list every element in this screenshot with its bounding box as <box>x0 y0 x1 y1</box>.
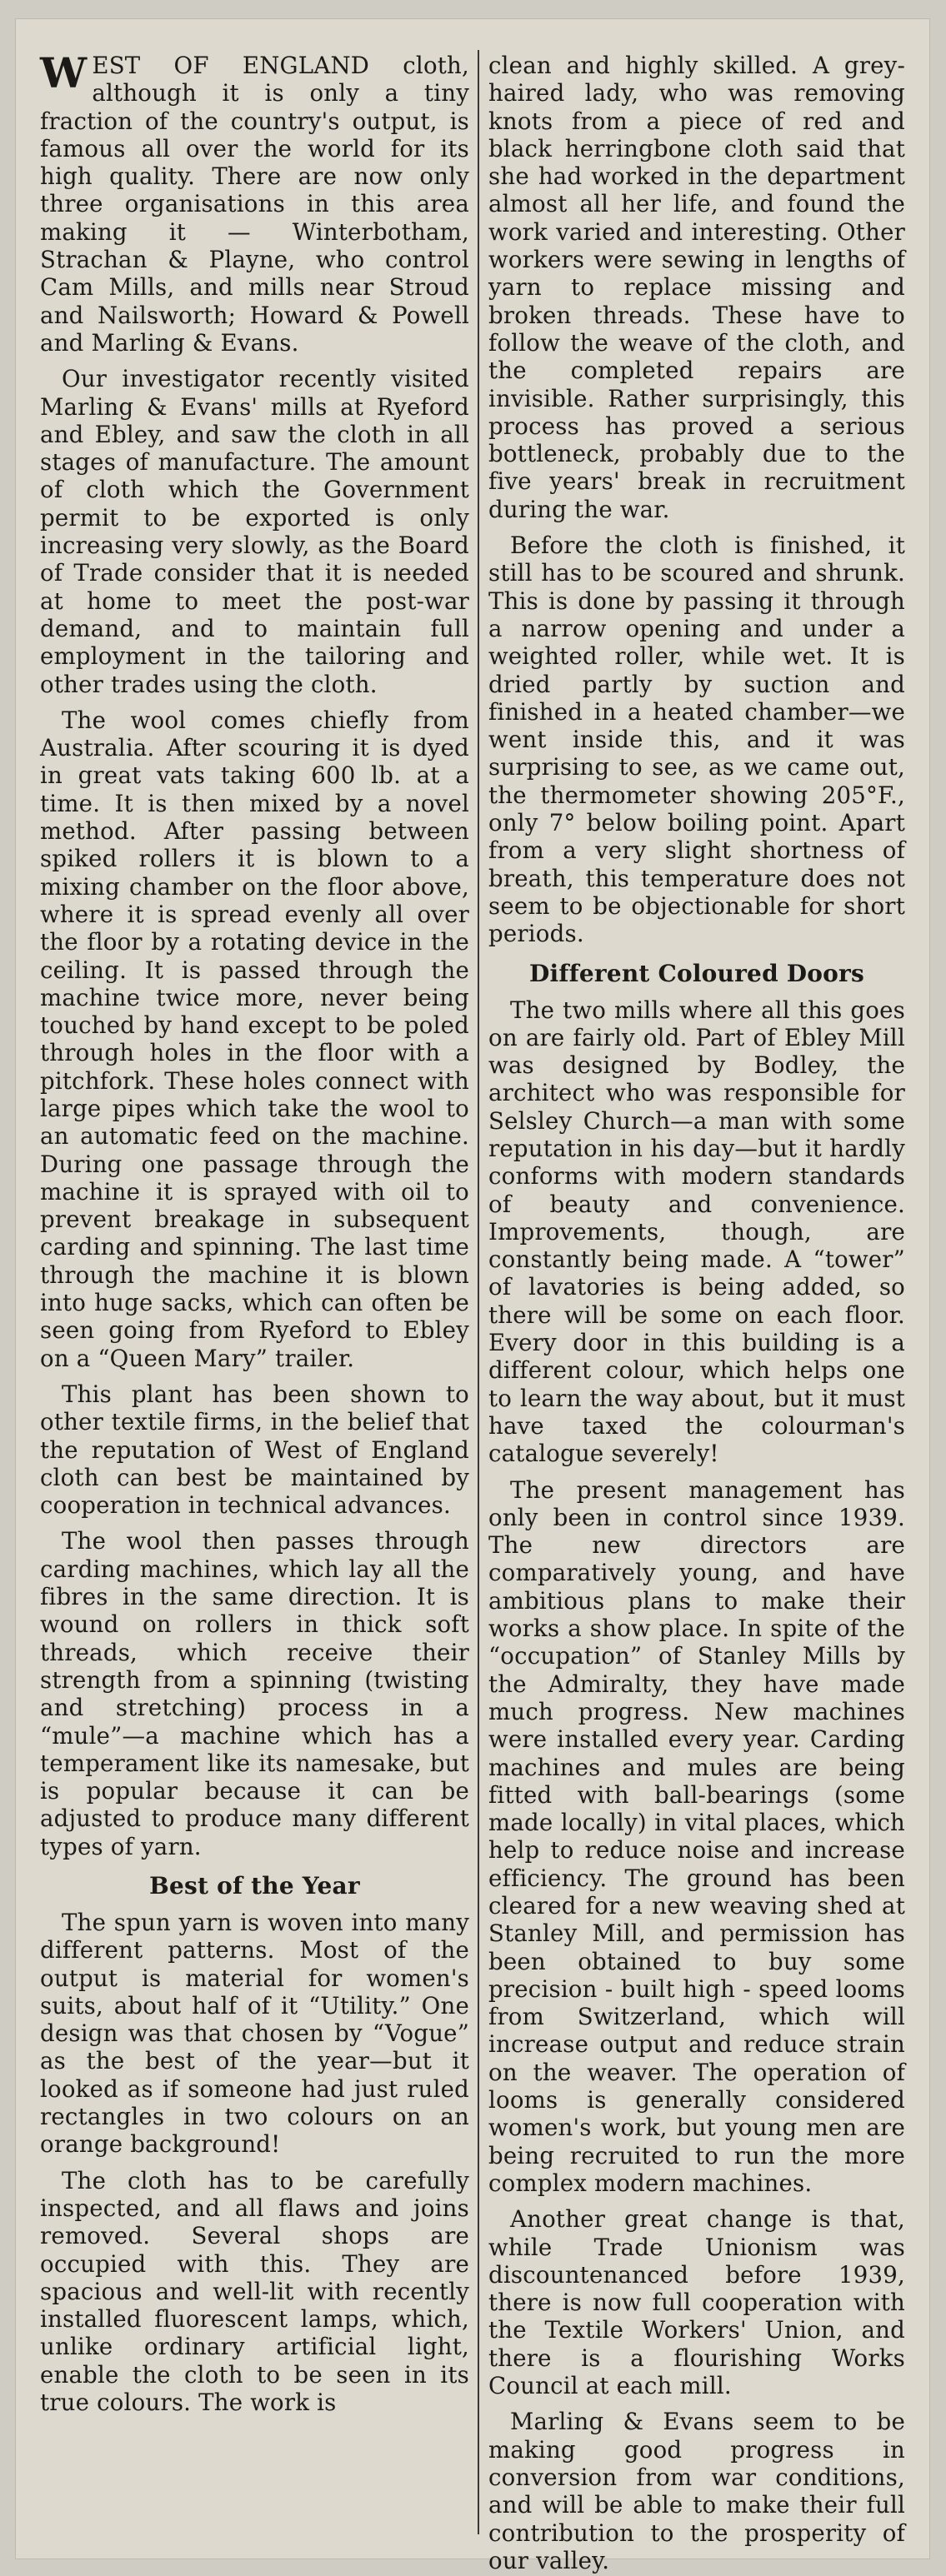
paragraph: The cloth has to be carefully inspected, and all flaws and joins removed. Several shops are occupied with this. They are spacious and well-lit with recently installed fluorescent lamps, which, unlike ordinary artificial light, enable the cloth to be seen in its true colours. The work is <box>40 2166 469 2417</box>
drop-cap: W <box>40 48 88 97</box>
paragraph: The spun yarn is woven into many different patterns. Most of the output is material for women's suits, about half of it “Utility.” One design was that chosen by “Vogue” as the best of the year—but it looked as if someone had just ruled rectangles in two colours on an orange background! <box>40 1909 469 2159</box>
paragraph: Before the cloth is finished, it still has to be scoured and shrunk. This is done by passing it through a narrow opening and under a weighted roller, while wet. It is dried partly by suction and finished in a heated chamber—we went inside this, and it was surprising to see, as we came out, the thermometer showing 205°F., only 7° below boiling point. Apart from a very slight shortness of breath, this temperature does not seem to be objectionable for short periods. <box>488 532 905 948</box>
opening-text: EST OF ENGLAND cloth, although it is only a tiny fraction of the country's output, is famous all over the world for its high quality. There are now only three organisations in this area making it — Winterbotham, Strachan & Playne, who control Cam Mills, and mills near Stroud and Nailsworth; Howard & Powell and Marling & Evans. <box>40 52 469 357</box>
paragraph: The wool comes chiefly from Australia. After scouring it is dyed in great vats taking 600 lb. at a time. It is then mixed by a novel method. After passing between spiked rollers it is blown to a mixing chamber on the floor above, where it is spread evenly all over the floor by a rotating device in the ceiling. It is passed through the machine twice more, never being touched by hand except to be poled through holes in the floor with a pitchfork. These holes connect with large pipes which take the wool to an automatic feed on the machine. During one passage through the machine it is sprayed with oil to prevent breakage in subsequent carding and spinning. The last time through the machine it is blown into huge sacks, which can often be seen going from Ryeford to Ebley on a “Queen Mary” trailer. <box>40 706 469 1372</box>
right-column <box>488 52 905 2574</box>
section-heading-best-of-the-year: Best of the Year <box>149 1872 360 1900</box>
paragraph: The wool then passes through carding machines, which lay all the fibres in the same direction. It is wound on rollers in thick soft threads, which receive their strength from a spinning (twisting and stretching) process in a “mule”—a machine which has a temperament like its namesake, but is popular because it can be adjusted to produce many different types of yarn. <box>40 1527 469 1860</box>
paragraph: Our investigator recently visited Marling & Evans' mills at Ryeford and Ebley, and saw the cloth in all stages of manufacture. The amount of cloth which the Government permit to be exported is only increasing very slowly, as the Board of Trade consider that it is needed at home to meet the post-war demand, and to maintain full employment in the tailoring and other trades using the cloth. <box>40 365 469 698</box>
paragraph: The present management has only been in control since 1939. The new directors are comparatively young, and have ambitious plans to make their works a show place. In spite of the “occupation” of Stanley Mills by the Admiralty, they have made much progress. New machines were installed every year. Carding machines and mules are being fitted with ball-bearings (some made locally) in vital places, which help to reduce noise and increase efficiency. The ground has been cleared for a new weaving shed at Stanley Mill, and permission has been obtained to buy some precision - built high - speed looms from Switzerland, which will increase output and reduce strain on the weaver. The operation of looms is generally considered women's work, but young men are being recruited to run the more complex modern machines. <box>488 1475 905 2197</box>
paragraph: clean and highly skilled. A grey-haired lady, who was removing knots from a piece of red and black herringbone cloth said that she had worked in the department almost all her life, and found the work varied and interesting. Other workers were sewing in lengths of yarn to replace missing and broken threads. These have to follow the weave of the cloth, and the completed repairs are invisible. Rather surprisingly, this process has proved a serious bottleneck, probably due to the five years' break in recruitment during the war. <box>488 52 905 523</box>
paragraph: This plant has been shown to other textile firms, in the belief that the reputation of West of England cloth can best be maintained by cooperation in technical advances. <box>40 1380 469 1520</box>
paragraph: Another great change is that, while Trade Unionism was discountenanced before 1939, there is now full cooperation with the Textile Workers' Union, and there is a flourishing Works Council at each mill. <box>488 2205 905 2400</box>
newspaper-clipping <box>15 18 930 2574</box>
section-heading-different-coloured-doors: Different Coloured Doors <box>529 959 864 987</box>
left-column <box>40 48 469 2534</box>
paragraph: The two mills where all this goes on are fairly old. Part of Ebley Mill was designed by Bodley, the architect who was responsible for Selsley Church—a man with some reputation in his day—but it hardly conforms with modern standards of beauty and convenience. Improvements, though, are constantly being made. A “tower” of lavatories is being added, so there will be some on each floor. Every door in this building is a different colour, which helps one to learn the way about, but it must have taxed the colourman's catalogue severely! <box>488 996 905 1468</box>
article-opening-paragraph <box>40 48 469 357</box>
paragraph: Marling & Evans seem to be making good progress in conversion from war conditions, and will be able to make their full contribution to the prosperity of our valley. <box>488 2408 905 2574</box>
column-divider <box>478 50 479 2534</box>
